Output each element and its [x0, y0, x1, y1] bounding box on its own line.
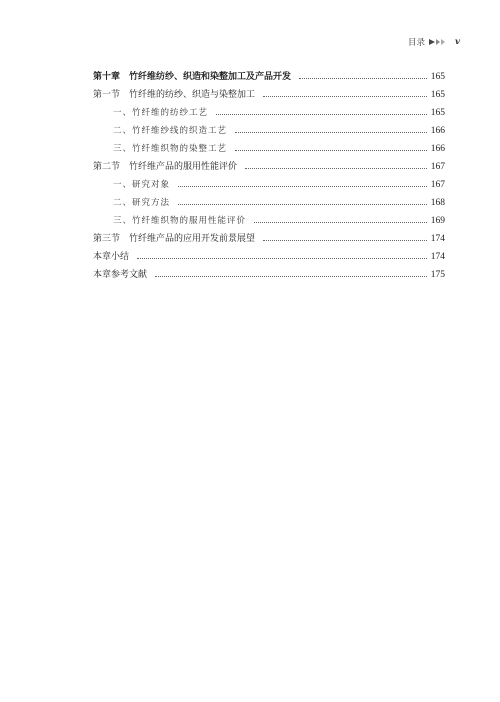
toc-entry-label: 二、竹纤维纱线的织造工艺	[113, 126, 228, 136]
leader-dots	[155, 275, 427, 277]
toc-entry-label: 本章参考文献	[93, 270, 148, 280]
triangle-arrows-icon	[429, 39, 445, 45]
running-header	[408, 35, 460, 49]
toc-entry-label: 第二节 竹纤维产品的服用性能评价	[93, 162, 238, 172]
toc-entry-page: 166	[430, 126, 445, 136]
toc-entry-page: 167	[430, 180, 445, 190]
leader-dots	[216, 113, 427, 115]
toc-entry-summary[interactable]	[93, 244, 445, 262]
toc-entry-subsection[interactable]	[93, 190, 445, 208]
leader-dots	[245, 167, 427, 169]
leader-dots	[299, 77, 427, 79]
toc-entry-section-3[interactable]	[93, 226, 445, 244]
toc-entry-subsection[interactable]	[93, 208, 445, 226]
leader-dots	[235, 131, 427, 133]
toc-entry-page: 168	[430, 198, 445, 208]
toc-entry-label: 二、研究方法	[113, 198, 171, 208]
toc-entry-section-2[interactable]	[93, 154, 445, 172]
toc-entry-label: 第十章 竹纤维纺纱、织造和染整加工及产品开发	[93, 72, 292, 82]
toc-entry-subsection[interactable]	[93, 118, 445, 136]
toc-entry-subsection[interactable]	[93, 172, 445, 190]
leader-dots	[178, 203, 427, 205]
toc-entry-label: 一、研究对象	[113, 180, 171, 190]
toc-entry-label: 一、竹纤维的纺纱工艺	[113, 108, 209, 118]
toc-entry-page: 165	[430, 108, 445, 118]
toc-entry-label: 第一节 竹纤维的纺纱、织造与染整加工	[93, 90, 256, 100]
header-page-number: v	[455, 37, 460, 47]
toc-entry-page: 175	[430, 270, 445, 280]
toc-entry-page: 165	[430, 90, 445, 100]
leader-dots	[178, 185, 427, 187]
toc-entry-references[interactable]	[93, 262, 445, 280]
toc-entry-chapter-10[interactable]	[93, 64, 445, 82]
toc-entry-section-1[interactable]	[93, 82, 445, 100]
toc-entry-page: 166	[430, 144, 445, 154]
toc-entry-label: 三、竹纤维织物的染整工艺	[113, 144, 228, 154]
toc-entry-label: 本章小结	[93, 252, 130, 262]
toc-entry-label: 第三节 竹纤维产品的应用开发前景展望	[93, 234, 256, 244]
leader-dots	[263, 95, 427, 97]
leader-dots	[137, 257, 427, 259]
toc-entry-page: 174	[430, 234, 445, 244]
toc-entry-page: 169	[430, 216, 445, 226]
leader-dots	[263, 239, 427, 241]
toc-entry-subsection[interactable]	[93, 136, 445, 154]
leader-dots	[254, 221, 427, 223]
toc-entry-page: 167	[430, 162, 445, 172]
toc-entry-subsection[interactable]	[93, 100, 445, 118]
toc-entry-label: 三、竹纤维织物的服用性能评价	[113, 216, 247, 226]
leader-dots	[235, 149, 427, 151]
toc-entry-page: 174	[430, 252, 445, 262]
header-title: 目录	[408, 38, 426, 48]
table-of-contents	[93, 64, 445, 280]
toc-entry-page: 165	[430, 72, 445, 82]
